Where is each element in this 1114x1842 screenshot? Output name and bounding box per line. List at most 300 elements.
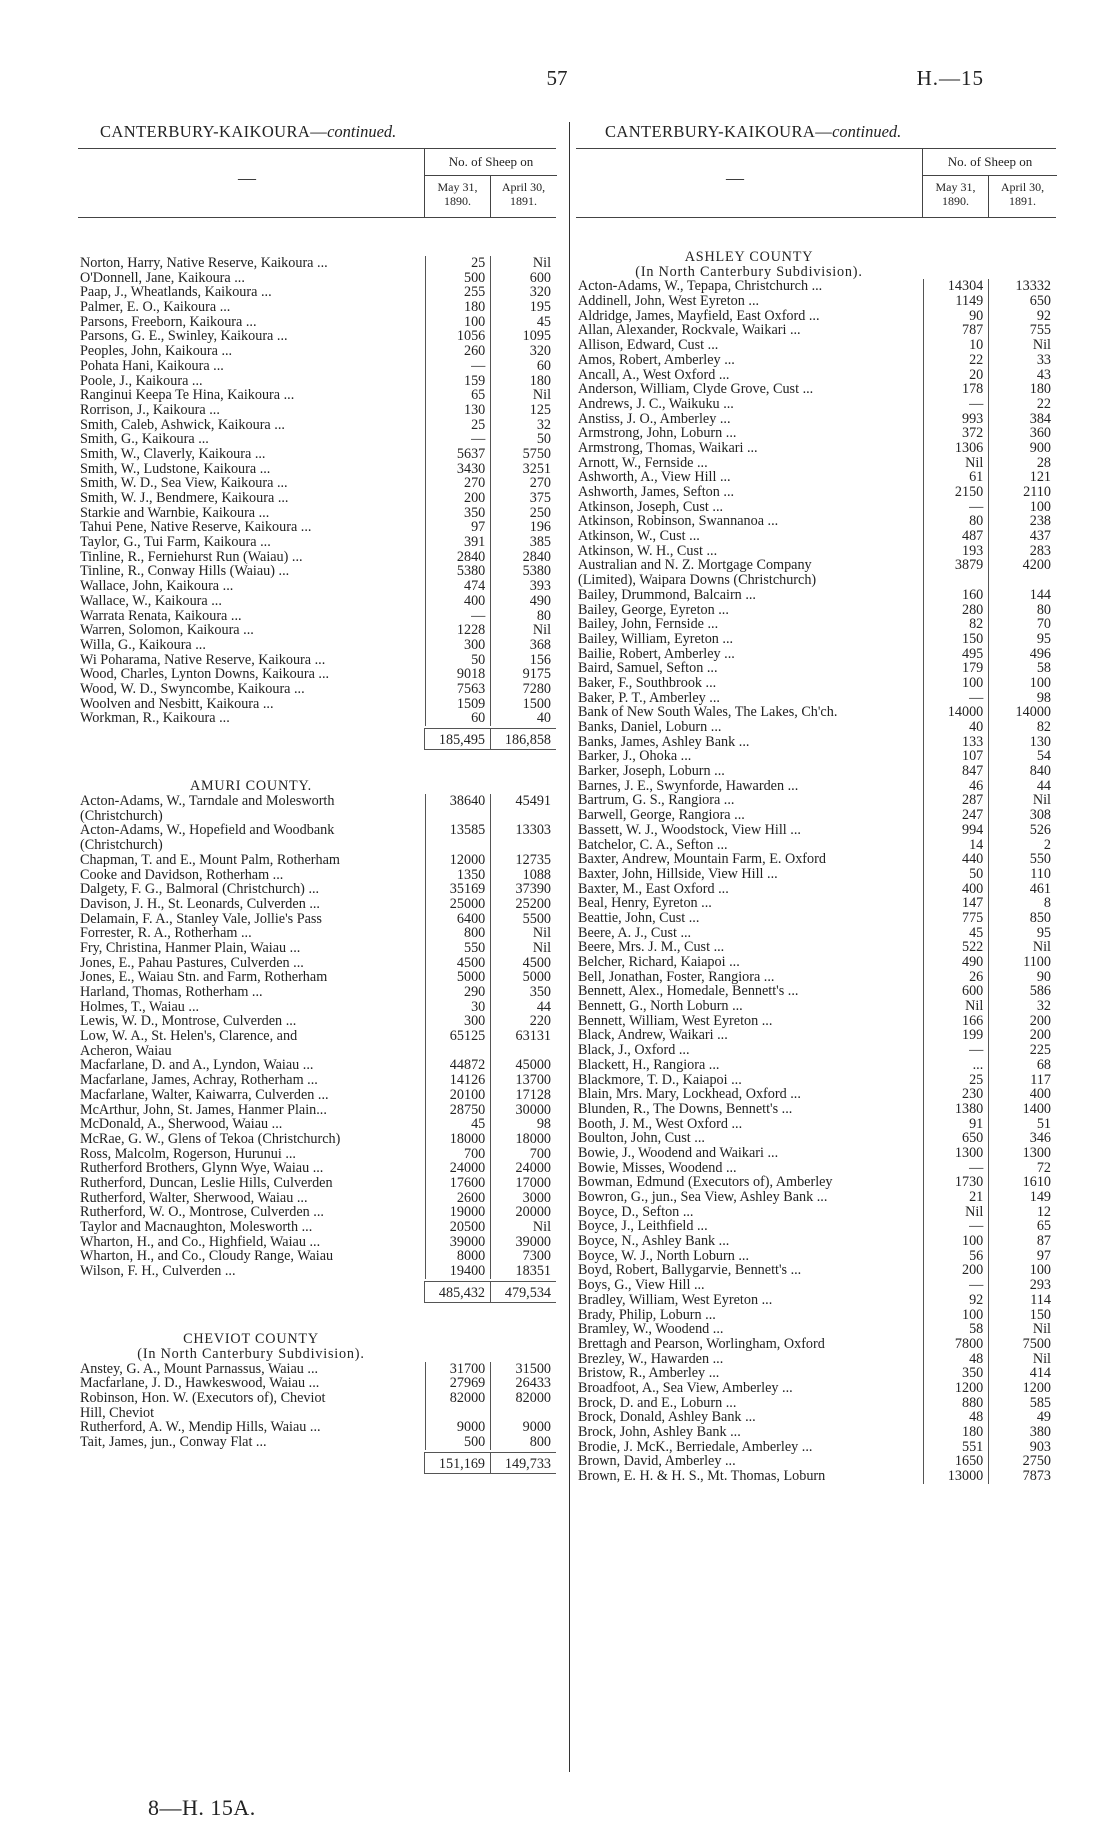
sheep-1890: 166 (923, 1014, 989, 1029)
sheep-1891: 180 (988, 382, 1056, 397)
sheep-1890: 787 (923, 323, 989, 338)
sheep-1890: 1300 (923, 1146, 989, 1161)
sheep-1891: 144 (988, 588, 1056, 603)
spacer (78, 750, 556, 765)
sheep-1890: — (425, 609, 491, 624)
table-row (576, 368, 1056, 383)
sheep-1891: 320 (490, 344, 556, 359)
owner-name: Parsons, Freeborn, Kaikoura ... (80, 314, 257, 330)
sheep-1891: 114 (988, 1293, 1056, 1308)
owner-name: Wharton, H., and Co., Cloudy Range, Waiau (80, 1249, 334, 1265)
owner-name: Aldridge, James, Mayfield, East Oxford ... (578, 308, 820, 324)
sheep-1890: 61 (923, 470, 989, 485)
sheep-1890: 100 (923, 1234, 989, 1249)
sheep-on-header: No. of Sheep on (922, 149, 1057, 176)
table-row (78, 609, 556, 624)
sheep-1891: 125 (490, 403, 556, 418)
table-row (78, 912, 556, 927)
table-row (576, 1161, 1056, 1176)
sheep-1890: 474 (425, 579, 491, 594)
sheep-1891: 225 (988, 1043, 1056, 1058)
sheep-1891: 1300 (988, 1146, 1056, 1161)
owner-name: Harland, Thomas, Rotherham ... (80, 985, 263, 1000)
sheep-1891: 95 (988, 926, 1056, 941)
owner-name: Barwell, George, Rangiora ... (578, 808, 745, 823)
sheep-1891: Nil (988, 940, 1056, 955)
owner-name: Acheron, Waiau (80, 1043, 172, 1059)
owner-name: Boys, G., View Hill ... (578, 1278, 705, 1293)
owner-name: Boyce, W. J., North Loburn ... (578, 1248, 750, 1264)
sheep-1890: 1730 (923, 1175, 989, 1190)
sheep-1891: 50 (490, 432, 556, 447)
owner-name: Acton-Adams, W., Hopefield and Woodbank (80, 823, 335, 839)
owner-name: Anstiss, J. O., Amberley ... (578, 411, 731, 427)
owner-name: Beal, Henry, Eyreton ... (578, 896, 712, 911)
sheep-1890: 180 (425, 300, 491, 315)
page-number: 57 (546, 66, 568, 90)
sheep-1890: — (923, 691, 989, 706)
sheep-1891: 20000 (490, 1205, 556, 1220)
sheep-1891: 28 (988, 456, 1056, 471)
table-row (576, 1219, 1056, 1234)
sheep-1890: 25 (425, 256, 491, 271)
sheep-1890: 65125 (425, 1029, 491, 1044)
owner-name: Smith, W. J., Bendmere, Kaikoura ... (80, 491, 289, 506)
sheep-1891: 80 (490, 609, 556, 624)
owner-name: Arnott, W., Fernside ... (578, 455, 708, 471)
sheep-1891: 293 (988, 1278, 1056, 1293)
table-row (576, 1073, 1056, 1088)
sheep-1891: 195 (490, 300, 556, 315)
table-row (576, 1146, 1056, 1161)
sheep-1891: 49 (988, 1410, 1056, 1425)
table-row (576, 353, 1056, 368)
sheep-1890: 150 (923, 632, 989, 647)
table-row (576, 984, 1056, 999)
sheep-1891: 250 (490, 506, 556, 521)
owner-name: Atkinson, W. H., Cust ... (578, 543, 718, 559)
sheep-1890: 1350 (425, 868, 491, 883)
sheep-1891: 45 (490, 315, 556, 330)
sheep-1890: 19400 (425, 1264, 491, 1279)
owner-name: O'Donnell, Jane, Kaikoura ... (80, 270, 245, 286)
sheep-1891: 2750 (988, 1454, 1056, 1469)
sheep-1891 (490, 809, 556, 824)
sheep-1890: 9000 (425, 1420, 491, 1435)
table-row (576, 426, 1056, 441)
owner-name: Tahui Pene, Native Reserve, Kaikoura ... (80, 520, 312, 536)
sheep-1890: 775 (923, 911, 989, 926)
owner-name: Bailie, Robert, Amberley ... (578, 646, 735, 662)
sheep-1891: 585 (988, 1396, 1056, 1411)
owner-name: Boyce, J., Leithfield ... (578, 1219, 708, 1235)
table-row (78, 1376, 556, 1391)
sheep-1891: 700 (490, 1147, 556, 1162)
sheep-1891: 7280 (490, 682, 556, 697)
table-row (78, 809, 556, 824)
sheep-1890: 100 (425, 315, 491, 330)
owner-name: Wallace, John, Kaikoura ... (80, 579, 234, 594)
owner-name: Starkie and Warnbie, Kaikoura ... (80, 505, 270, 521)
sheep-1891: Nil (490, 941, 556, 956)
owner-name: Chapman, T. and E., Mount Palm, Rotherham (80, 852, 340, 868)
county-heading: AMURI COUNTY. (189, 778, 313, 795)
sheep-1891: 393 (490, 579, 556, 594)
table-row (78, 535, 556, 550)
owner-name: Armstrong, John, Loburn ... (578, 426, 737, 441)
section-title-text: CANTERBURY-KAIKOURA— (605, 122, 833, 141)
table-row (576, 999, 1056, 1014)
sheep-1890: 48 (923, 1410, 989, 1425)
sheep-1890: 391 (425, 535, 491, 550)
owner-name: Blackett, H., Rangiora ... (578, 1057, 720, 1073)
owner-name: Bennett, Alex., Homedale, Bennett's ... (578, 984, 799, 1000)
table-row (576, 749, 1056, 764)
sheep-1891: 4200 (988, 558, 1056, 573)
table-row (576, 529, 1056, 544)
sheep-1891: 149,733 (490, 1452, 556, 1474)
sheep-1891: 9000 (490, 1420, 556, 1435)
sheep-1890: 179 (923, 661, 989, 676)
spacer (78, 1317, 556, 1332)
table-row (576, 1102, 1056, 1117)
sheep-1891: 840 (988, 764, 1056, 779)
sheep-1890: 8000 (425, 1249, 491, 1264)
owner-name: Baird, Samuel, Sefton ... (578, 661, 718, 676)
owner-name: Dalgety, F. G., Balmoral (Christchurch) ... (80, 882, 320, 897)
sheep-1891: 5380 (490, 564, 556, 579)
table-row (78, 697, 556, 712)
sheep-1890: 14126 (425, 1073, 491, 1088)
sheep-1891: 18000 (490, 1132, 556, 1147)
left-table-body (78, 218, 556, 1474)
sheep-1890: 14 (923, 838, 989, 853)
owner-name: Bank of New South Wales, The Lakes, Ch'ch. (578, 705, 838, 721)
sheep-1891: 850 (988, 911, 1056, 926)
sheep-1890 (923, 573, 989, 588)
table-row (576, 779, 1056, 794)
sheep-1891: 92 (988, 309, 1056, 324)
table-row (78, 1147, 556, 1162)
sheep-1890: 159 (425, 374, 491, 389)
sheep-1891: 360 (988, 426, 1056, 441)
table-row (576, 441, 1056, 456)
owner-name: Broadfoot, A., Sea View, Amberley ... (578, 1380, 793, 1396)
owner-name: Brady, Philip, Loburn ... (578, 1307, 716, 1323)
table-row (576, 1249, 1056, 1264)
owner-name: Wharton, H., and Co., Highfield, Waiau ... (80, 1234, 321, 1250)
owner-name: Bailey, Drummond, Balcairn ... (578, 587, 756, 603)
table-row (576, 1440, 1056, 1455)
owner-name: Jones, E., Waiau Stn. and Farm, Rotherham (80, 970, 328, 986)
table-row (576, 735, 1056, 750)
owner-name: Parsons, G. E., Swinley, Kaikoura ... (80, 329, 288, 345)
sheep-1890: 700 (425, 1147, 491, 1162)
sheep-1890: 35169 (425, 882, 491, 897)
table-row (576, 558, 1056, 573)
sheep-1891: 22 (988, 397, 1056, 412)
owner-name: Rutherford, A. W., Mendip Hills, Waiau ... (80, 1420, 321, 1435)
sheep-1890: 247 (923, 808, 989, 823)
sheep-1891: 2840 (490, 550, 556, 565)
sheep-1890: 13585 (425, 823, 491, 838)
table-row (78, 1029, 556, 1044)
sheep-1891: 2 (988, 838, 1056, 853)
sheep-1890: 400 (425, 594, 491, 609)
sheep-1891: 1095 (490, 329, 556, 344)
county-heading: ASHLEY COUNTY (684, 249, 814, 265)
table-row (576, 911, 1056, 926)
owner-name: Acton-Adams, W., Tarndale and Molesworth (80, 794, 335, 809)
owner-name (78, 728, 424, 750)
sheep-1890: 100 (923, 1308, 989, 1323)
sheep-1890: — (923, 500, 989, 515)
sheep-1890: 7800 (923, 1337, 989, 1352)
sheep-1891: Nil (988, 338, 1056, 353)
table-row (78, 564, 556, 579)
sheep-1891: 461 (988, 882, 1056, 897)
sheep-1891: Nil (988, 1352, 1056, 1367)
sheep-1891: 44 (490, 1000, 556, 1015)
sheep-1890: 495 (923, 647, 989, 662)
table-row (576, 1205, 1056, 1220)
table-row (78, 897, 556, 912)
sheep-1890: 270 (425, 476, 491, 491)
owner-name: Batchelor, C. A., Sefton ... (578, 837, 728, 853)
table-row (576, 1028, 1056, 1043)
sheep-1891: 196 (490, 520, 556, 535)
sheep-1890: 46 (923, 779, 989, 794)
table-row (576, 661, 1056, 676)
owner-name: Macfarlane, D. and A., Lyndon, Waiau ... (80, 1058, 314, 1074)
sheep-1890: 1228 (425, 623, 491, 638)
table-row (78, 838, 556, 853)
sheep-1891: 110 (988, 867, 1056, 882)
sheep-1891: 5000 (490, 970, 556, 985)
sheep-1890: 50 (425, 653, 491, 668)
table-row (78, 1362, 556, 1377)
sheep-1890: 30 (425, 1000, 491, 1015)
sheep-1890: 56 (923, 1249, 989, 1264)
owner-name: Tinline, R., Ferniehurst Run (Waiau) ... (80, 549, 303, 565)
sheep-1891: 1200 (988, 1381, 1056, 1396)
sheep-1890: 14304 (923, 279, 989, 294)
sheep-1891: 384 (988, 412, 1056, 427)
sheep-1891: 5750 (490, 447, 556, 462)
table-row (78, 285, 556, 300)
sheep-1891: 54 (988, 749, 1056, 764)
sheep-1891: 903 (988, 1440, 1056, 1455)
sheep-1890: 31700 (425, 1362, 491, 1377)
sheep-1890: Nil (923, 1205, 989, 1220)
sheep-1890: 3879 (923, 558, 989, 573)
owner-name: Norton, Harry, Native Reserve, Kaikoura ... (80, 256, 328, 271)
owner-name: Addinell, John, West Eyreton ... (578, 294, 760, 309)
sheep-1890: 91 (923, 1117, 989, 1132)
table-row (78, 1132, 556, 1147)
page-reference: H.—15 (916, 66, 984, 90)
table-row (78, 1205, 556, 1220)
owner-name: Brodie, J. McK., Berriedale, Amberley ... (578, 1439, 813, 1455)
table-row (78, 1088, 556, 1103)
owner-name: Taylor, G., Tui Farm, Kaikoura ... (80, 535, 271, 550)
owner-name: Atkinson, Robinson, Swannanoa ... (578, 514, 779, 530)
table-row (576, 1293, 1056, 1308)
sheep-1890: 994 (923, 823, 989, 838)
sheep-1891: 8 (988, 896, 1056, 911)
table-row (576, 1381, 1056, 1396)
sheep-1890: 372 (923, 426, 989, 441)
owner-name: Wi Poharama, Native Reserve, Kaikoura ... (80, 652, 326, 668)
sheep-1891: 40 (490, 711, 556, 726)
sheep-1890: 45 (425, 1117, 491, 1132)
table-row (576, 808, 1056, 823)
table-row (78, 403, 556, 418)
sheep-1891: 186,858 (490, 728, 556, 750)
sheep-1890: 45 (923, 926, 989, 941)
sheep-1890: 151,169 (424, 1452, 490, 1474)
owner-name: Brock, D. and E., Loburn ... (578, 1395, 737, 1411)
table-row (78, 550, 556, 565)
table-row (78, 491, 556, 506)
table-row (78, 956, 556, 971)
sheep-1891: 90 (988, 970, 1056, 985)
sheep-1890: 350 (425, 506, 491, 521)
sheep-1891: Nil (988, 793, 1056, 808)
sheep-1891: 238 (988, 514, 1056, 529)
owner-name: Ashworth, James, Sefton ... (578, 485, 735, 500)
owner-name: Baxter, John, Hillside, View Hill ... (578, 866, 778, 882)
sheep-1891: 4500 (490, 956, 556, 971)
table-row (78, 711, 556, 726)
sheep-1890: 200 (425, 491, 491, 506)
table-row (576, 852, 1056, 867)
sheep-1891: 1100 (988, 955, 1056, 970)
column-divider (569, 122, 570, 1772)
sheep-1890: 133 (923, 735, 989, 750)
table-row (576, 1454, 1056, 1469)
owner-name: Baxter, M., East Oxford ... (578, 881, 729, 897)
sheep-1891: Nil (490, 623, 556, 638)
sheep-1890: 20500 (425, 1220, 491, 1235)
sheep-1891: 7300 (490, 1249, 556, 1264)
owner-name: Smith, G., Kaikoura ... (80, 432, 209, 447)
sheep-1890: 60 (425, 711, 491, 726)
table-row (576, 1014, 1056, 1029)
sheep-1891: 800 (490, 1435, 556, 1450)
owner-name: Boulton, John, Cust ... (578, 1131, 705, 1146)
owner-name: Barnes, J. E., Swynforde, Hawarden ... (578, 778, 799, 794)
owner-name: Rorrison, J., Kaikoura ... (80, 402, 220, 418)
col-april-1891: April 30, 1891. (490, 176, 556, 217)
table-row (78, 985, 556, 1000)
table-row (78, 1000, 556, 1015)
sheep-1890: 1650 (923, 1454, 989, 1469)
table-row (78, 418, 556, 433)
sheep-1890: 17600 (425, 1176, 491, 1191)
table-row (576, 1322, 1056, 1337)
owner-name: Booth, J. M., West Oxford ... (578, 1116, 743, 1132)
table-row (78, 1264, 556, 1279)
table-row (78, 653, 556, 668)
sheep-1890: 178 (923, 382, 989, 397)
sheep-1891: 45491 (490, 794, 556, 809)
footer-ref: 8—H. 15A. (148, 1795, 256, 1820)
table-row (576, 705, 1056, 720)
owner-name (78, 1281, 424, 1303)
table-row (576, 397, 1056, 412)
owner-name: Barker, J., Ohoka ... (578, 749, 692, 765)
sheep-1890: 522 (923, 940, 989, 955)
sheep-1891: 1610 (988, 1175, 1056, 1190)
owner-name: Anderson, William, Clyde Grove, Cust ... (578, 382, 814, 397)
sheep-1890: 40 (923, 720, 989, 735)
sheep-1891 (988, 573, 1056, 588)
sheep-1890: 39000 (425, 1235, 491, 1250)
table-row (78, 682, 556, 697)
sheep-1891: 270 (490, 476, 556, 491)
owner-name: Belcher, Richard, Kaiapoi ... (578, 955, 740, 970)
table-row (576, 1263, 1056, 1278)
sheep-1891: 31500 (490, 1362, 556, 1377)
sheep-1890: 14000 (923, 705, 989, 720)
sheep-1890: 92 (923, 1293, 989, 1308)
owner-name: Wood, Charles, Lynton Downs, Kaikoura ... (80, 667, 330, 682)
sheep-1890: 5637 (425, 447, 491, 462)
sheep-1890: 130 (425, 403, 491, 418)
sheep-1891: 98 (490, 1117, 556, 1132)
sheep-1891: 100 (988, 1263, 1056, 1278)
owner-name: Hill, Cheviot (80, 1405, 155, 1421)
table-row (576, 676, 1056, 691)
sheep-1891: 98 (988, 691, 1056, 706)
table-row (576, 1043, 1056, 1058)
name-column-dash: — (726, 168, 744, 188)
sheep-1890: 2150 (923, 485, 989, 500)
sheep-1890: 400 (923, 882, 989, 897)
sheep-1891: 755 (988, 323, 1056, 338)
owner-name: Ranginui Keepa Te Hina, Kaikoura ... (80, 388, 295, 403)
table-row (576, 955, 1056, 970)
owner-name: Macfarlane, Walter, Kaiwarra, Culverden ... (80, 1087, 329, 1103)
table-row (78, 1073, 556, 1088)
spacer (78, 1303, 556, 1318)
sheep-1891: 63131 (490, 1029, 556, 1044)
sheep-1891: 308 (988, 808, 1056, 823)
sheep-1891: 82 (988, 720, 1056, 735)
table-row (78, 1406, 556, 1421)
table-row (576, 940, 1056, 955)
spacer (78, 765, 556, 780)
sheep-1890: 500 (425, 271, 491, 286)
sheep-1891: 68 (988, 1058, 1056, 1073)
sheep-1890: 18000 (425, 1132, 491, 1147)
sheep-1890: — (425, 359, 491, 374)
sheep-1891: 100 (988, 676, 1056, 691)
sheep-1890: — (923, 397, 989, 412)
sheep-1891: 550 (988, 852, 1056, 867)
table-row (576, 485, 1056, 500)
sheep-1891: 70 (988, 617, 1056, 632)
owner-name: Boyd, Robert, Ballygarvie, Bennett's ... (578, 1263, 802, 1279)
sheep-1891: 586 (988, 984, 1056, 999)
table-row (78, 1391, 556, 1406)
owner-name: Bennett, G., North Loburn ... (578, 999, 743, 1014)
sheep-1890: 880 (923, 1396, 989, 1411)
right-table-body (576, 218, 1056, 1484)
sheep-1890: 280 (923, 603, 989, 618)
sheep-1890: 97 (425, 520, 491, 535)
